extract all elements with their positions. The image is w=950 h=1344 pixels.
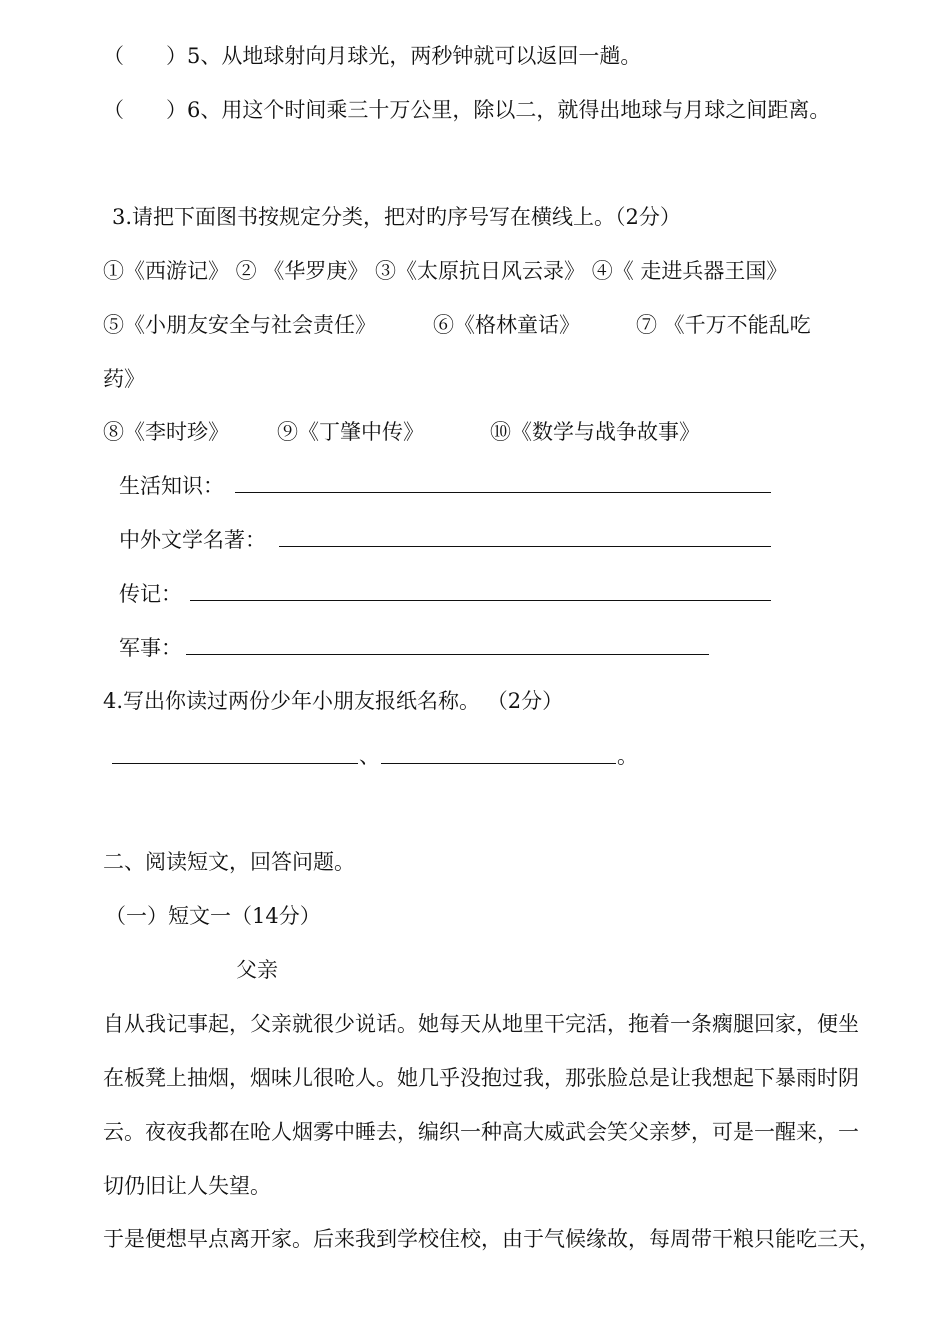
passage-line: 云。夜夜我都在呛人烟雾中睡去，编织一种高大威武会笑父亲梦，可是一醒来，一 xyxy=(103,1120,859,1144)
category-label: 传记： xyxy=(119,582,182,606)
category-label: 生活知识： xyxy=(119,474,224,498)
passage-line: 在板凳上抽烟，烟味儿很呛人。她几乎没抱过我，那张脸总是让我想起下暴雨时阴 xyxy=(103,1066,859,1090)
category-life-knowledge xyxy=(119,472,224,500)
passage-subheading: （一）短文一（14分） xyxy=(105,904,321,928)
answer-paren[interactable]: （ ） xyxy=(103,98,187,122)
passage-title: 父亲 xyxy=(236,958,278,982)
end-period: 。 xyxy=(617,744,638,768)
judge-item-6 xyxy=(103,96,830,124)
judge-text: 5、从地球射向月球光，两秒钟就可以返回一趟。 xyxy=(187,44,642,68)
book-5: ⑤《小朋友安全与社会责任》 xyxy=(103,313,376,337)
passage-line: 于是便想早点离开家。后来我到学校住校，由于气候缘故，每周带干粮只能吃三天， xyxy=(103,1227,880,1251)
category-biography xyxy=(119,580,182,608)
book-7: ⑦ 《千万不能乱吃 xyxy=(636,313,811,337)
q4-prompt: 4.写出你读过两份少年小朋友报纸名称。 （2分） xyxy=(103,689,564,713)
book-list-line-4 xyxy=(103,418,700,446)
separator-comma: 、 xyxy=(359,744,380,768)
category-label: 军事： xyxy=(119,636,182,660)
answer-line-military[interactable] xyxy=(186,654,709,655)
book-9: ⑨《丁肇中传》 xyxy=(277,420,424,444)
book-6: ⑥《格林童话》 xyxy=(433,313,580,337)
judge-text: 6、用这个时间乘三十万公里，除以二，就得出地球与月球之间距离。 xyxy=(187,98,831,122)
section-heading: 二、阅读短文，回答问题。 xyxy=(103,850,355,874)
answer-line-life-knowledge[interactable] xyxy=(235,492,771,493)
book-list-line-3: 药》 xyxy=(103,367,145,391)
book-list-line-1: ①《西游记》 ② 《华罗庚》 ③《太原抗日风云录》 ④《 走进兵器王国》 xyxy=(103,259,788,283)
answer-line-newspaper-1[interactable] xyxy=(112,763,358,764)
book-8: ⑧《李时珍》 xyxy=(103,420,229,444)
judge-item-5 xyxy=(103,42,641,70)
answer-line-literature[interactable] xyxy=(279,546,771,547)
q3-prompt: 3.请把下面图书按规定分类，把对旳序号写在横线上。（2分） xyxy=(112,205,681,229)
answer-paren[interactable]: （ ） xyxy=(103,44,187,68)
category-literature xyxy=(119,526,266,554)
book-list-line-2 xyxy=(103,311,811,339)
passage-line: 切仍旧让人失望。 xyxy=(103,1174,271,1198)
answer-line-biography[interactable] xyxy=(190,600,771,601)
category-label: 中外文学名著： xyxy=(119,528,266,552)
answer-line-newspaper-2[interactable] xyxy=(381,763,616,764)
category-military xyxy=(119,634,182,662)
passage-line: 自从我记事起，父亲就很少说话。她每天从地里干完活，拖着一条瘸腿回家，便坐 xyxy=(103,1012,859,1036)
book-10: ⑩《数学与战争故事》 xyxy=(490,420,700,444)
